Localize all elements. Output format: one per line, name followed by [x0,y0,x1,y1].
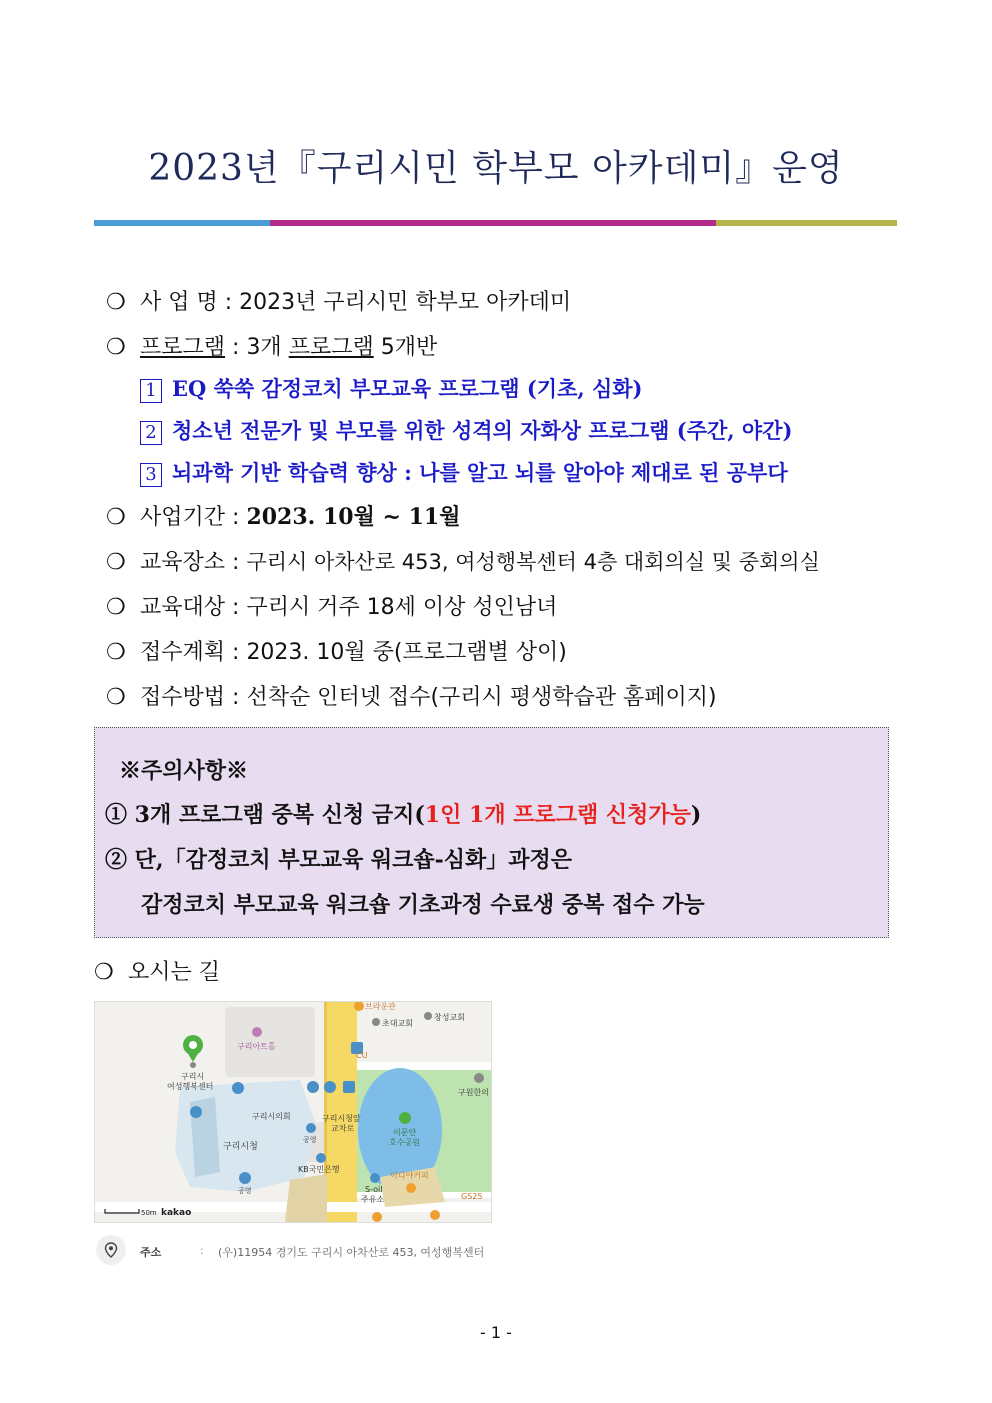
map-label-soil-1: S-oil [365,1185,383,1194]
notice-line-1-post: ) [690,802,702,828]
map-label-chodae: 초대교회 [382,1019,413,1028]
map-brand-label: kakao [161,1208,192,1218]
location-pin-icon [96,1235,126,1265]
map-label-gs25: GS25 [461,1192,483,1201]
notice-heading: ※주의사항※ [119,758,249,784]
item-value: 2023. 10월 ~ 11월 [246,504,461,530]
item-value-pre: 3개 [246,335,289,360]
item-value-underlined: 프로그램 [288,335,374,360]
item-target [106,590,557,621]
notice-line-1-pre: ① 3개 프로그램 중복 신청 금지( [105,802,425,828]
program-sub-2 [140,415,792,445]
item-separator: : [232,685,240,710]
map-label-intersection-2: 교차로 [331,1124,355,1133]
item-label: 사업기간 [140,505,226,530]
circle-bullet-icon: ❍ [106,595,126,620]
notice-line-1-highlight: 1인 1개 프로그램 신청가능 [424,802,691,828]
map-graphic [95,1002,491,1222]
circle-bullet-icon: ❍ [106,640,126,665]
address-value: (우)11954 경기도 구리시 아차산로 453, 여성행복센터 [218,1246,485,1259]
map-label-changsung: 창성교회 [434,1013,465,1022]
underline-segment-olive [716,220,897,226]
notice-line-3: 감정코치 부모교육 워크숍 기초과정 수료생 중복 접수 가능 [141,892,705,918]
boxed-number-3: 3 [140,463,162,487]
notice-box [94,727,889,938]
item-value: 구리시 거주 18세 이상 성인남녀 [246,595,558,620]
item-value: 구리시 아차산로 453, 여성행복센터 4층 대회의실 및 중회의실 [246,550,820,574]
item-separator: : [232,595,240,620]
map-label-guwon: 구원한의 [458,1088,489,1097]
program-sub-1 [140,373,643,403]
boxed-number-1: 1 [140,379,162,403]
item-method [106,680,717,711]
item-place [106,545,820,576]
item-separator: : [224,290,233,315]
map-label-gongyeong-2: 공영 [238,1187,252,1195]
map-label-cu: CU [356,1051,368,1060]
document-title: 2023년『구리시민 학부모 아카데미』운영 [148,148,844,189]
item-separator: : [232,505,240,530]
address-separator: : [200,1244,204,1257]
circle-bullet-icon: ❍ [106,550,126,575]
location-map[interactable] [94,1001,492,1223]
map-label-lake-1: 이문안 [393,1128,417,1137]
page-number: - 1 - [480,1323,512,1342]
map-label-kb: KB국민은행 [298,1165,340,1174]
map-label-women-center-2: 여성행복센터 [167,1082,214,1091]
item-label: 프로그램 [140,335,226,360]
item-label: 교육장소 [140,550,226,575]
map-label-intersection-1: 구리시청앞 [322,1114,361,1123]
item-label: 교육대상 [140,595,226,620]
circle-bullet-icon: ❍ [106,290,126,315]
item-label: 접수방법 [140,685,226,710]
item-program [106,330,437,361]
item-business-name [106,285,571,316]
program-sub-text: 청소년 전문가 및 부모를 위한 성격의 자화상 프로그램 (주간, 야간) [172,418,793,443]
map-label-women-center: 구리시 [181,1072,205,1081]
circle-bullet-icon: ❍ [106,335,126,360]
title-underline [94,220,897,226]
boxed-number-2: 2 [140,421,162,445]
directions-heading [94,955,220,986]
item-value: 2023년 구리시민 학부모 아카데미 [239,290,572,315]
map-scale-label: 50m [141,1209,157,1217]
map-label-art-hall: 구리아트홀 [237,1042,276,1051]
item-label: 접수계획 [140,640,226,665]
map-label-lake-2: 호수공원 [389,1138,420,1147]
item-label: 사 업 명 [140,290,218,315]
map-label-ediya: 이디야커피 [390,1171,429,1180]
program-sub-text: 뇌과학 기반 학습력 향상 : 나를 알고 뇌를 알아야 제대로 된 공부다 [172,460,788,485]
item-value: 선착순 인터넷 접수(구리시 평생학습관 홈페이지) [246,685,717,710]
item-separator: : [232,550,240,575]
directions-label: 오시는 길 [128,960,221,985]
map-label-gongyeong-1: 공영 [303,1136,317,1144]
address-label: 주소 [140,1246,162,1259]
notice-line-2: ② 단,「감정코치 부모교육 워크숍-심화」과정은 [105,847,573,873]
notice-line-1 [105,798,701,829]
program-sub-3 [140,457,788,487]
underline-segment-blue [94,220,270,226]
program-sub-text: EQ 쑥쑥 감정코치 부모교육 프로그램 (기초, 심화) [172,376,643,401]
item-value: 2023. 10월 중(프로그램별 상이) [246,640,567,665]
circle-bullet-icon: ❍ [106,685,126,710]
item-separator: : [232,335,240,360]
circle-bullet-icon: ❍ [94,960,114,985]
underline-segment-magenta [270,220,716,226]
map-label-city-hall: 구리시청 [223,1142,258,1152]
item-value-post: 5개반 [373,335,438,360]
circle-bullet-icon: ❍ [106,505,126,530]
item-plan [106,635,567,666]
map-label-council: 구리시의회 [252,1112,291,1121]
item-separator: : [232,640,240,665]
map-label-soil-2: 주유소 [361,1195,385,1204]
address-row [94,1235,490,1267]
map-label-brown: 브라운관 [365,1002,396,1011]
item-period [106,500,460,531]
